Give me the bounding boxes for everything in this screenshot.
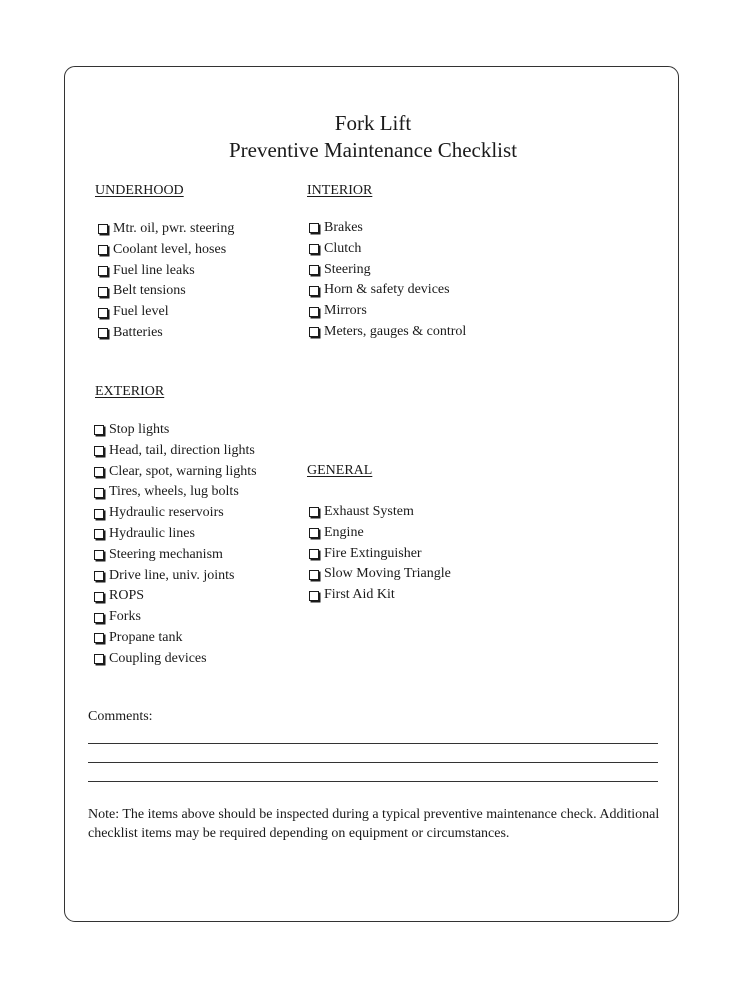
checklist-item[interactable] xyxy=(309,239,466,260)
checklist-item-label: Coupling devices xyxy=(109,650,207,666)
checklist-item-label: Mtr. oil, pwr. steering xyxy=(113,221,235,236)
checklist-item-label: Exhaust System xyxy=(324,504,414,519)
checklist-item-label: Engine xyxy=(324,524,364,540)
checklist-item-label: Brakes xyxy=(324,220,363,235)
comment-line-3[interactable] xyxy=(88,781,658,782)
checklist-item[interactable] xyxy=(94,607,257,628)
checklist-item[interactable] xyxy=(94,503,257,524)
checklist-item-label: Batteries xyxy=(113,324,163,340)
checklist-item-label: Steering xyxy=(324,261,371,277)
checkbox-icon[interactable] xyxy=(94,654,104,664)
checkbox-icon[interactable] xyxy=(309,549,319,559)
checklist-item-label: Coolant level, hoses xyxy=(113,241,227,257)
checkbox-icon[interactable] xyxy=(94,592,104,602)
checkbox-icon[interactable] xyxy=(94,529,104,539)
comment-line-2[interactable] xyxy=(88,762,658,763)
interior-checklist xyxy=(309,218,466,343)
checkbox-icon[interactable] xyxy=(309,265,319,275)
checklist-item-label: Tires, wheels, lug bolts xyxy=(109,484,239,500)
note-text: Note: The items above should be inspected during a typical preventive maintenance check. Additional checklist items may be required depending on equipment or circumstances. xyxy=(88,807,660,841)
checklist-item[interactable] xyxy=(98,240,234,261)
checklist-item-label: Hydraulic lines xyxy=(109,525,195,541)
checklist-item[interactable] xyxy=(309,218,466,239)
checklist-item-label: Slow Moving Triangle xyxy=(324,566,451,582)
checkbox-icon[interactable] xyxy=(94,446,104,456)
checkbox-icon[interactable] xyxy=(94,550,104,560)
checklist-item-label: Meters, gauges & control xyxy=(324,323,467,339)
checklist-item[interactable] xyxy=(309,502,451,523)
checklist-item-label: Horn & safety devices xyxy=(324,282,450,298)
checkbox-icon[interactable] xyxy=(309,591,319,601)
checklist-item[interactable] xyxy=(309,322,466,343)
form-subtitle: Preventive Maintenance Checklist xyxy=(228,138,518,162)
underhood-heading: UNDERHOOD xyxy=(95,183,184,198)
checklist-item[interactable] xyxy=(98,302,234,323)
checkbox-icon[interactable] xyxy=(94,571,104,581)
checklist-item[interactable] xyxy=(94,482,257,503)
checklist-item[interactable] xyxy=(309,544,451,565)
checklist-item[interactable] xyxy=(309,564,451,585)
checkbox-icon[interactable] xyxy=(98,328,108,338)
checkbox-icon[interactable] xyxy=(94,613,104,623)
checklist-item-label: Fuel line leaks xyxy=(113,262,195,278)
checkbox-icon[interactable] xyxy=(98,245,108,255)
checklist-item[interactable] xyxy=(98,261,234,282)
general-heading: GENERAL xyxy=(307,463,373,478)
checklist-item-label: Belt tensions xyxy=(113,283,186,299)
checkbox-icon[interactable] xyxy=(94,488,104,498)
checklist-item[interactable] xyxy=(98,219,234,240)
underhood-checklist xyxy=(98,219,234,344)
checkbox-icon[interactable] xyxy=(309,528,319,538)
checklist-item-label: Steering mechanism xyxy=(109,546,223,562)
checklist-item-label: Clutch xyxy=(324,240,362,256)
exterior-checklist xyxy=(94,420,257,670)
checklist-item-label: First Aid Kit xyxy=(324,587,395,603)
checklist-item[interactable] xyxy=(94,628,257,649)
checkbox-icon[interactable] xyxy=(98,308,108,318)
checklist-item[interactable] xyxy=(98,323,234,344)
checklist-item[interactable] xyxy=(94,441,257,462)
checklist-item-label: Forks xyxy=(109,609,141,625)
general-checklist xyxy=(309,502,451,606)
checkbox-icon[interactable] xyxy=(309,507,319,517)
checklist-item-label: Propane tank xyxy=(109,629,183,645)
checklist-item-label: Clear, spot, warning lights xyxy=(109,463,257,479)
comment-line-1[interactable] xyxy=(88,743,658,744)
checklist-item[interactable] xyxy=(309,301,466,322)
checkbox-icon[interactable] xyxy=(98,224,108,234)
checkbox-icon[interactable] xyxy=(94,425,104,435)
checkbox-icon[interactable] xyxy=(309,244,319,254)
checklist-item[interactable] xyxy=(94,524,257,545)
checklist-item-label: Hydraulic reservoirs xyxy=(109,505,224,521)
checkbox-icon[interactable] xyxy=(94,509,104,519)
checklist-item-label: Stop lights xyxy=(109,422,170,437)
checkbox-icon[interactable] xyxy=(309,570,319,580)
checklist-item[interactable] xyxy=(94,420,257,441)
checklist-item-label: Drive line, univ. joints xyxy=(109,567,235,583)
checkbox-icon[interactable] xyxy=(94,633,104,643)
checkbox-icon[interactable] xyxy=(98,266,108,276)
form-title: Fork Lift xyxy=(334,111,412,135)
exterior-heading: EXTERIOR xyxy=(95,384,165,399)
checkbox-icon[interactable] xyxy=(94,467,104,477)
checklist-item-label: Head, tail, direction lights xyxy=(109,442,255,458)
checkbox-icon[interactable] xyxy=(309,327,319,337)
checkbox-icon[interactable] xyxy=(309,307,319,317)
interior-heading: INTERIOR xyxy=(307,183,373,198)
checklist-item[interactable] xyxy=(309,280,466,301)
checklist-item[interactable] xyxy=(98,281,234,302)
checklist-item[interactable] xyxy=(94,462,257,483)
checklist-item[interactable] xyxy=(309,523,451,544)
checklist-item[interactable] xyxy=(94,566,257,587)
checklist-item-label: Mirrors xyxy=(324,303,367,319)
checkbox-icon[interactable] xyxy=(98,287,108,297)
checklist-item[interactable] xyxy=(94,586,257,607)
checklist-item[interactable] xyxy=(309,585,451,606)
checkbox-icon[interactable] xyxy=(309,286,319,296)
checklist-item-label: Fuel level xyxy=(113,304,169,320)
checklist-item-label: ROPS xyxy=(109,588,145,604)
checklist-item[interactable] xyxy=(94,545,257,566)
checkbox-icon[interactable] xyxy=(309,223,319,233)
checklist-item-label: Fire Extinguisher xyxy=(324,545,422,561)
checklist-item[interactable] xyxy=(309,260,466,281)
checklist-item[interactable] xyxy=(94,649,257,670)
comments-label: Comments: xyxy=(88,709,153,724)
